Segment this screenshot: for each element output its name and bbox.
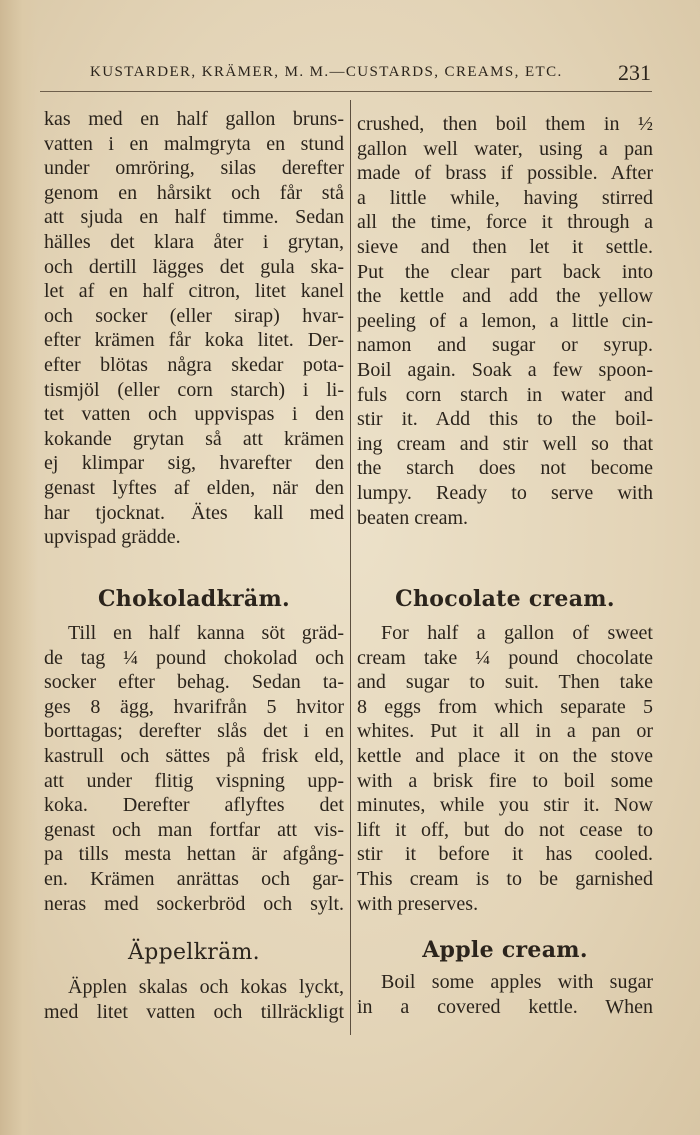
text-line: lumpy. Ready to serve with	[357, 481, 653, 504]
page-shadow	[0, 0, 38, 1135]
text-line: borttagas; derefter slås det i en	[44, 720, 344, 743]
text-line: crushed, then boil them in ½	[357, 113, 653, 135]
text-line: minutes, while you stir it. Now	[357, 794, 653, 817]
text-line: whites. Put it all in a pan or	[357, 720, 653, 743]
text-line: stir it before it has cooled.	[357, 843, 653, 866]
text-line: en. Krämen anrättas och gar-	[44, 867, 344, 890]
text-line: with preserves.	[357, 892, 479, 915]
text-line: efter blötas några skedar pota-	[44, 353, 344, 376]
text-line: For half a gallon of sweet	[381, 622, 653, 644]
swedish-chocolate-paragraph	[44, 621, 344, 916]
text-line: sieve and then let it settle.	[357, 235, 653, 258]
text-line: genom en hårsikt och får stå	[44, 181, 344, 204]
text-line: kas med en half gallon bruns-	[44, 108, 344, 130]
text-line: with a brisk fire to boil some	[357, 769, 653, 792]
english-chocolate-heading: Chocolate cream.	[395, 586, 615, 612]
text-line: genast lyftes af elden, när den	[44, 476, 344, 499]
text-line: Put the clear part back into	[357, 260, 653, 283]
text-line: att under flitig vispning upp-	[44, 769, 344, 792]
text-line: lift it off, but do not cease to	[357, 818, 653, 841]
text-line: de tag ¼ pound chokolad och	[44, 646, 344, 669]
text-line: let af en half citron, litet kanel	[44, 280, 344, 303]
text-line: all the time, force it through a	[357, 211, 653, 234]
text-line: socker efter behag. Sedan ta-	[44, 671, 344, 694]
running-title: KUSTARDER, KRÄMER, M. M.—CUSTARDS, CREAMS, ETC.	[90, 64, 563, 80]
text-line: fuls corn starch in water and	[357, 383, 653, 406]
text-line: gallon well water, using a pan	[357, 137, 653, 160]
swedish-chocolate-heading: Chokoladkräm.	[97, 586, 291, 612]
text-line: ing cream and stir well so that	[357, 432, 653, 455]
swedish-apple-paragraph	[44, 975, 344, 1024]
text-line: vatten i en malmgryta en stund	[44, 132, 344, 155]
text-line: made of brass if possible. After	[357, 162, 653, 185]
text-line: peeling of a lemon, a little cin-	[357, 309, 653, 332]
text-line: Boil some apples with sugar	[381, 971, 653, 993]
text-line: Till en half kanna söt gräd-	[68, 622, 344, 644]
text-line: med litet vatten och tillräckligt	[44, 1000, 344, 1023]
text-line: Boil again. Soak a few spoon-	[357, 358, 653, 381]
text-line: and sugar to suit. Then take	[357, 671, 653, 694]
text-line: a little while, having stirred	[357, 186, 653, 209]
text-line: ges 8 ägg, hvarifrån 5 hvitor	[44, 695, 344, 718]
text-line: neras med sockerbröd och sylt.	[44, 892, 344, 915]
text-line: beaten cream.	[357, 506, 469, 529]
text-line: stir it. Add this to the boil-	[357, 408, 653, 431]
text-line: kokande grytan så att krämen	[44, 427, 344, 450]
english-chocolate-paragraph	[357, 621, 653, 916]
text-line: the starch does not become	[357, 457, 653, 480]
page-header	[90, 60, 655, 90]
text-line: att sjuda en half timme. Sedan	[44, 206, 344, 229]
text-line: under omröring, silas derefter	[44, 157, 344, 180]
text-line: namon and sugar or syrup.	[357, 334, 653, 357]
english-apple-paragraph	[357, 970, 653, 1019]
english-apple-heading: Apple cream.	[422, 937, 588, 963]
column-divider	[350, 100, 351, 1035]
text-line: kastrull och sättes på frisk eld,	[44, 744, 344, 767]
page-number: 231	[618, 60, 651, 85]
text-line: cream take ¼ pound chocolate	[357, 646, 653, 669]
text-line: tismjöl (eller corn starch) i li-	[44, 378, 344, 401]
text-line: kettle and place it on the stove	[357, 744, 653, 767]
text-line: the kettle and add the yellow	[357, 285, 653, 308]
text-line: koka. Derefter aflyftes det	[44, 794, 344, 817]
swedish-apple-heading: Äppelkräm.	[128, 940, 260, 965]
text-line: in a covered kettle. When	[357, 995, 653, 1018]
text-line: pa tills mesta hettan är afgång-	[44, 843, 344, 866]
text-line: This cream is to be garnished	[357, 867, 653, 890]
text-line: hälles det klara åter i grytan,	[44, 230, 344, 253]
text-line: och socker (eller sirap) hvar-	[44, 304, 344, 327]
swedish-intro-paragraph	[44, 107, 344, 550]
text-line: genast och man fortfar att vis-	[44, 818, 344, 841]
text-line: upvispad grädde.	[44, 526, 181, 549]
text-line: tet vatten och uppvispas i den	[44, 403, 344, 426]
text-line: efter krämen får koka litet. Der-	[44, 329, 344, 352]
text-line: ej klimpar sig, hvarefter den	[44, 452, 344, 475]
text-line: Äpplen skalas och kokas lyckt,	[68, 976, 344, 998]
header-rule	[40, 91, 652, 92]
text-line: 8 eggs from which separate 5	[357, 695, 653, 718]
text-line: och dertill lägges det gula ska-	[44, 255, 344, 278]
english-intro-paragraph	[357, 112, 653, 530]
text-line: har tjocknat. Ätes kall med	[44, 501, 344, 524]
